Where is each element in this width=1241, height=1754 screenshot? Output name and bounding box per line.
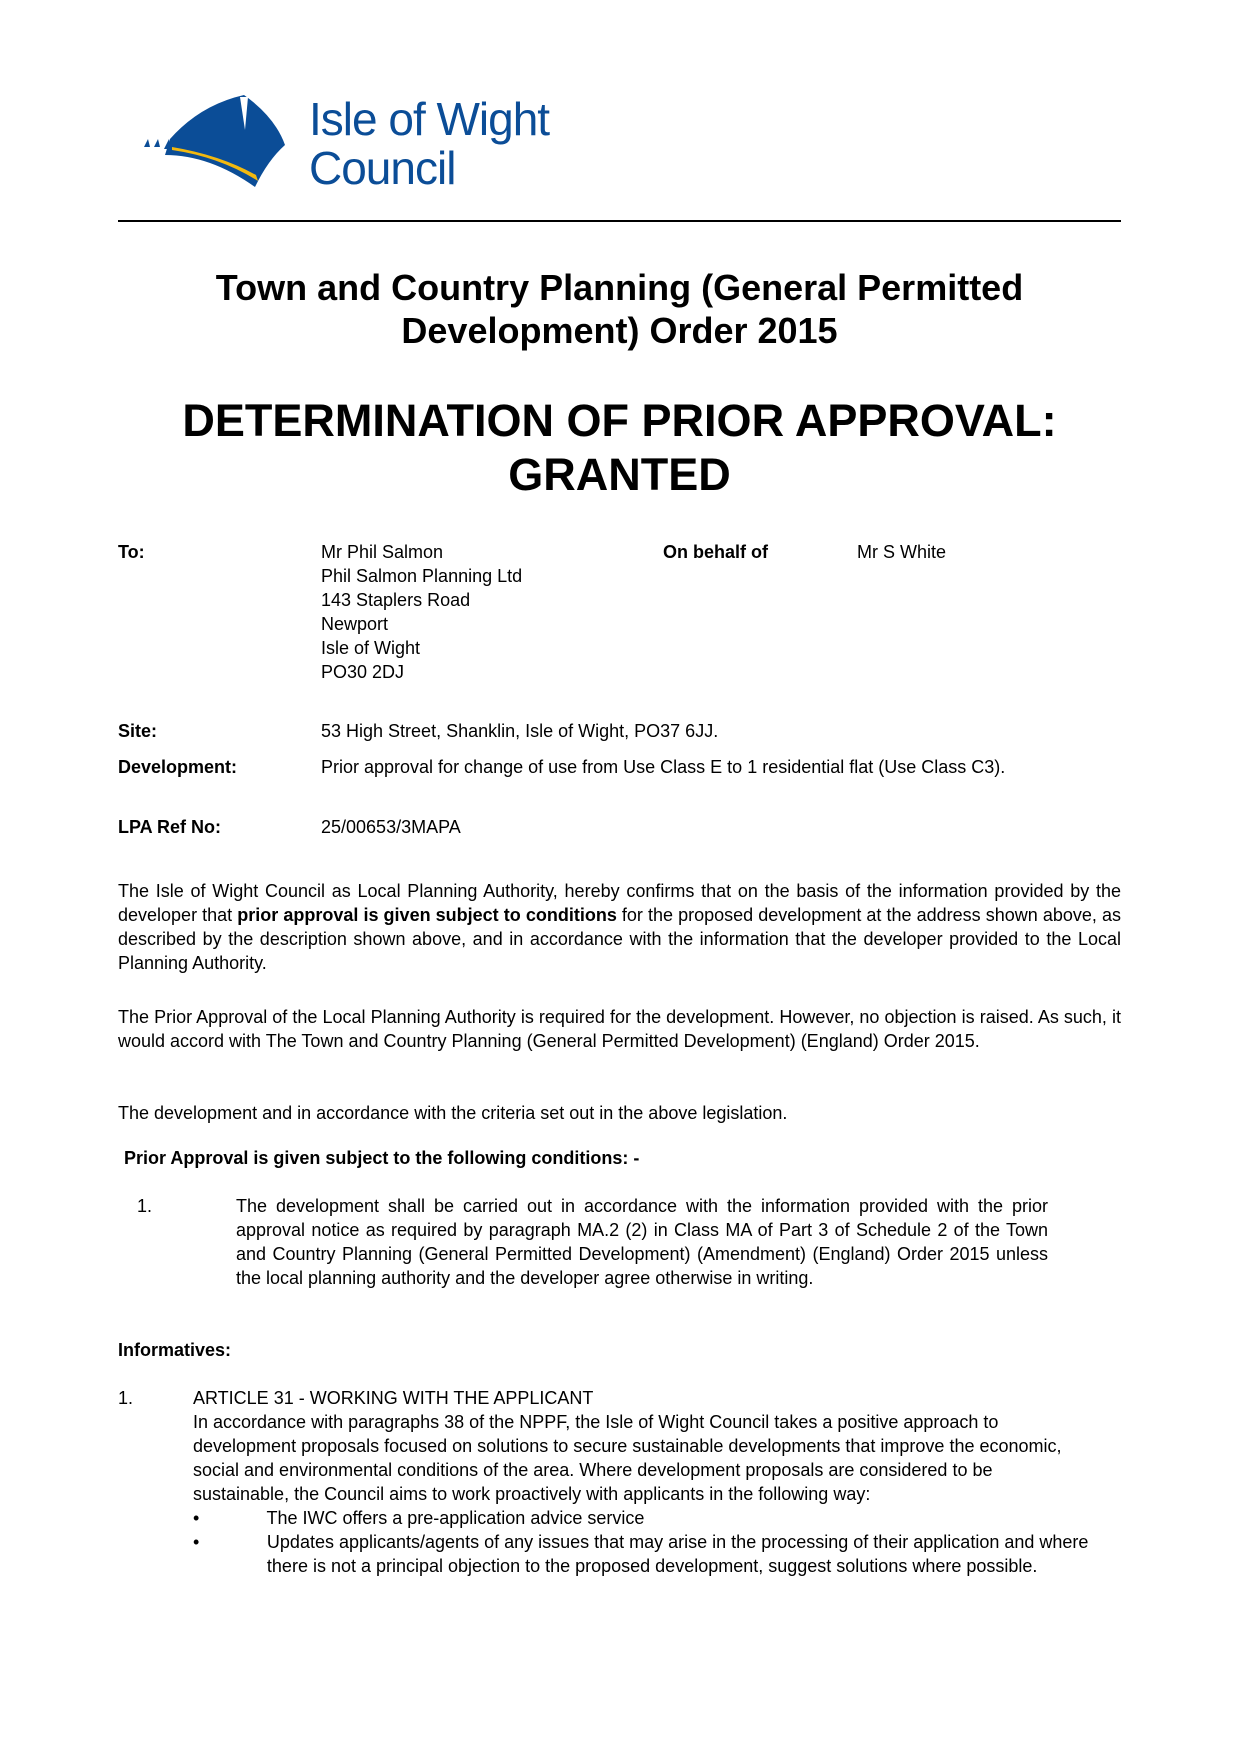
informative-number: 1. [118,1388,134,1408]
site-value: 53 High Street, Shanklin, Isle of Wight, PO37 6JJ. [321,721,719,741]
to-address [321,540,522,684]
condition-text: The development shall be carried out in accordance with the information provided with the prior approval notice as required by paragraph MA.2 (2) in Class MA of Part 3 of Schedule 2 of the Town and Country Planning (General Permitted Development) (Amendment) (England) Order 2015 unless the local planning authority and the developer agree otherwise in writing. [236,1196,1048,1288]
confirmation-paragraph [118,879,1121,975]
address-line: Isle of Wight [321,638,421,658]
bold-text: prior approval is given subject to conditions [237,905,617,925]
development-paragraph: The development and in accordance with the criteria set out in the above legislation. [118,1103,788,1123]
document-title [118,266,1121,352]
address-line: PO30 2DJ [321,662,405,682]
bullet: • [193,1508,200,1528]
council-logo-icon [140,95,290,190]
informative-text: In accordance with paragraphs 38 of the NPPF, the Isle of Wight Council takes a positive approach to development proposals focused on solutions to secure sustainable developments that improve the economic, social and environmental conditions of the area. Where development proposals are considered to be sustainable, the Council aims to work proactively with applicants in the following way: [193,1412,1062,1504]
title-line-1: Town and Country Planning (General Permitted [215,267,1024,308]
council-logo-text [309,95,549,193]
informative-title: ARTICLE 31 - WORKING WITH THE APPLICANT [193,1388,594,1408]
to-label: To: [118,542,145,562]
prior-approval-paragraph: The Prior Approval of the Local Planning Authority is required for the development. However, no objection is raised. As such, it would accord with The Town and Country Planning (General Permitted Development) (England) Order 2015. [118,1007,1121,1051]
on-behalf-label: On behalf of [663,542,768,562]
determination-heading [118,394,1121,502]
conditions-heading: Prior Approval is given subject to the following conditions: - [124,1148,640,1168]
ref-value: 25/00653/3MAPA [321,817,461,837]
title-line-2: Development) Order 2015 [401,310,838,351]
address-line: Phil Salmon Planning Ltd [321,566,523,586]
condition-number: 1. [137,1196,153,1216]
informative-body [193,1386,1089,1578]
bullet-text: The IWC offers a pre-application advice service [266,1508,645,1528]
text: for the proposed development at the address shown above, as described by the description shown above, and in accordance with the information that the developer provided to the Local Planning Authority. [118,905,1121,973]
development-label: Development: [118,757,238,777]
heading-line-2: GRANTED [508,449,731,500]
development-value: Prior approval for change of use from Use Class E to 1 residential flat (Use Class C3). [321,757,1006,777]
header-divider [118,220,1121,222]
text: The Isle of Wight Council as Local Planning Authority, hereby confirms that on the basis of the information provided by the developer that [118,881,1121,925]
heading-line-1: DETERMINATION OF PRIOR APPROVAL: [182,395,1057,446]
ref-label: LPA Ref No: [118,817,221,837]
list-item [0,1530,1121,1578]
address-line: 143 Staplers Road [321,590,471,610]
logo-line-1: Isle of Wight [309,93,550,145]
on-behalf-value: Mr S White [857,542,947,562]
informatives-heading: Informatives: [118,1340,232,1360]
site-label: Site: [118,721,158,741]
bullet-text: Updates applicants/agents of any issues that may arise in the processing of their application and where there is not a principal objection to the proposed development, suggest solutions where possible. [266,1532,1089,1576]
list-item [0,1506,1121,1530]
logo-line-2: Council [309,142,456,194]
bullet: • [193,1532,200,1552]
address-line: Newport [321,614,389,634]
address-line: Mr Phil Salmon [321,542,444,562]
